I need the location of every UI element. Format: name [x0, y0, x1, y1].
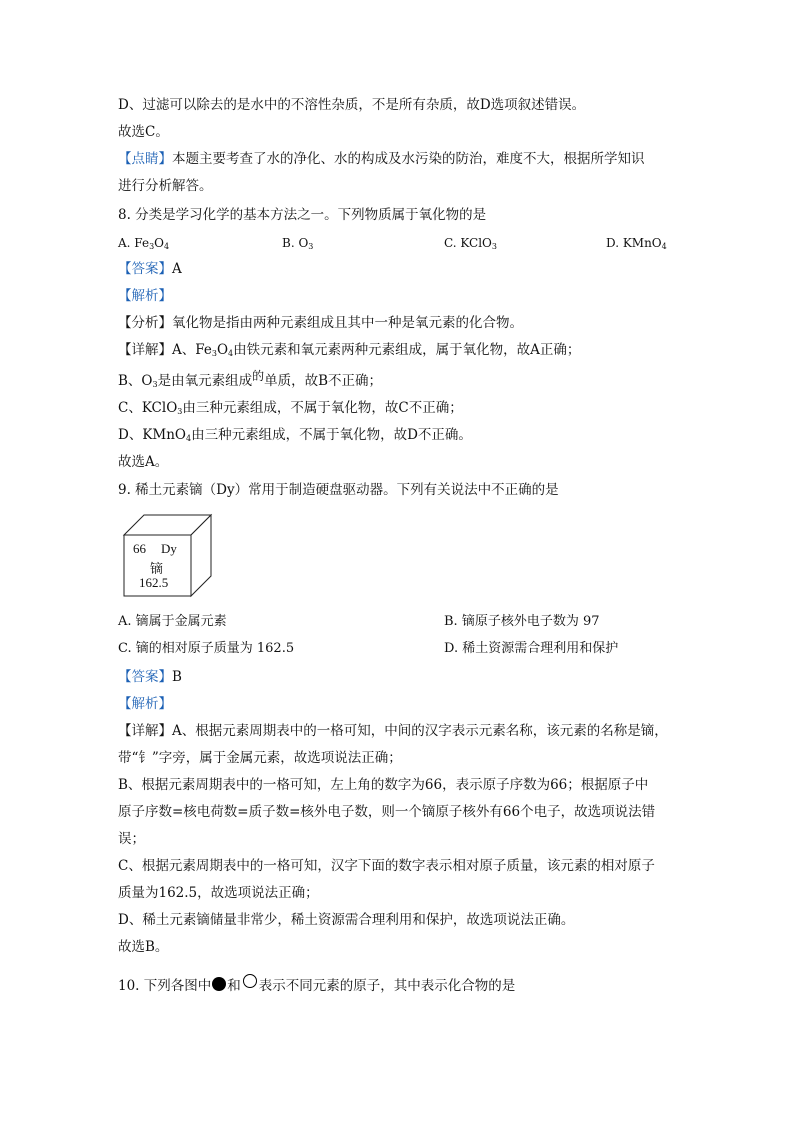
q9-detail-line: 带“钅”字旁，属于金属元素，故选项说法正确；: [118, 750, 402, 766]
q9-conclusion: 故选B。: [118, 939, 169, 955]
q9-answer: 【答案】B: [118, 669, 182, 685]
question-10-stem: 10. 下列各图中 和 表示不同元素的原子，其中表示化合物的是: [118, 974, 515, 995]
q8-conclusion: 故选A。: [118, 454, 169, 470]
element-number: 66: [133, 541, 146, 556]
q9-detail-line: 误；: [118, 831, 145, 847]
q8-answer: 【答案】A: [118, 261, 182, 277]
q9-jiexi-tag: 【解析】: [118, 696, 172, 712]
q9-detail-line: D、稀土元素镝储量非常少，稀土资源需合理利用和保护，故选项说法正确。: [118, 912, 575, 928]
text-line: D、过滤可以除去的是水中的不溶性杂质，不是所有杂质，故D选项叙述错误。: [118, 97, 586, 113]
text-line: 故选C。: [118, 124, 169, 140]
question-8-stem: 8. 分类是学习化学的基本方法之一。下列物质属于氧化物的是: [118, 207, 487, 223]
q9-option-b: B. 镝原子核外电子数为 97: [444, 614, 600, 629]
element-symbol: Dy: [161, 541, 177, 556]
q9-detail-line: 原子序数=核电荷数=质子数=核外电子数，则一个镝原子核外有66个电子，故选项说法错: [118, 804, 656, 820]
q9-detail-line: C、根据元素周期表中的一格可知，汉字下面的数字表示相对原子质量，该元素的相对原子: [118, 858, 655, 874]
q8-option-c: C. KClO$_3$: [444, 236, 497, 251]
q9-detail-line: B、根据元素周期表中的一格可知，左上角的数字为66，表示原子序数为66；根据原子中: [118, 777, 649, 793]
q8-option-a: A. $Fe_3O_4$: [118, 236, 170, 251]
question-9-stem: 9. 稀土元素镝（Dy）常用于制造硬盘驱动器。下列有关说法中不正确的是: [118, 482, 559, 498]
q8-jiexi-tag: 【解析】: [118, 288, 172, 304]
text-line: 【点睛】本题主要考查了水的净化、水的构成及水污染的防治，难度不大，根据所学知识: [118, 151, 645, 167]
q9-option-a: A. 镝属于金属元素: [118, 614, 227, 629]
q9-option-d: D. 稀土资源需合理利用和保护: [444, 641, 619, 656]
q8-detail-a: 【详解】A、$Fe_3O_4$由铁元素和氧元素两种元素组成，属于氧化物，故A正确；: [118, 342, 581, 358]
q8-fenxi: 【分析】氧化物是指由两种元素组成且其中一种是氧元素的化合物。: [118, 315, 523, 331]
white-atom-icon: [243, 974, 257, 988]
q8-detail-c: C、KClO$_3$由三种元素组成，不属于氧化物，故C不正确；: [118, 400, 463, 416]
dianjing-tag: 【点睛】: [118, 151, 172, 167]
q8-detail-d: D、KMnO$_4$由三种元素组成，不属于氧化物，故D不正确。: [118, 427, 472, 443]
q9-option-c: C. 镝的相对原子质量为 162.5: [118, 641, 295, 656]
q8-detail-b: B、$O_3$是由氧元素组成的单质，故B不正确；: [118, 369, 383, 389]
text-line: 进行分析解答。: [118, 178, 213, 194]
element-name: 镝: [150, 562, 164, 577]
q9-detail-line: 质量为162.5，故选项说法正确；: [118, 885, 319, 901]
q8-option-d: D. KMnO$_4$: [606, 236, 667, 251]
q8-option-b: B. $O_3$: [282, 236, 314, 251]
black-atom-icon: [212, 977, 226, 991]
element-mass: 162.5: [139, 575, 169, 590]
element-cell-figure: [120, 512, 215, 598]
q9-detail-line: 【详解】A、根据元素周期表中的一格可知，中间的汉字表示元素名称，该元素的名称是镝，: [118, 723, 668, 739]
